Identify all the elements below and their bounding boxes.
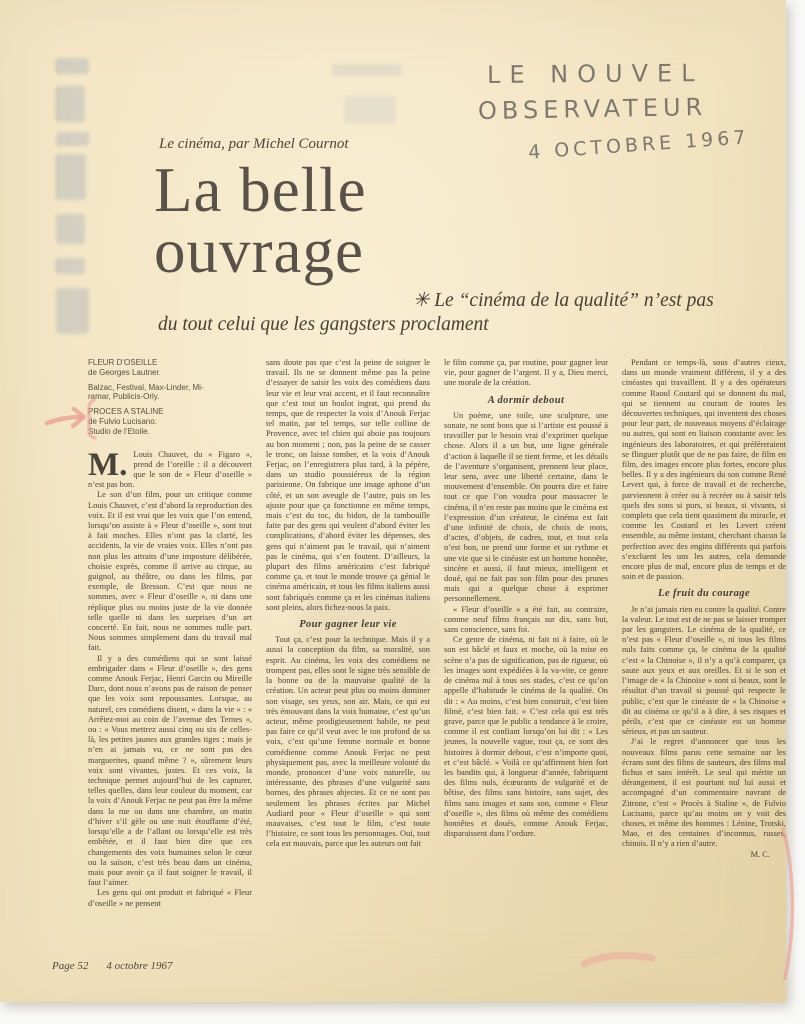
page-footer — [52, 960, 173, 972]
ink-bleed-ghost — [344, 96, 396, 124]
article-subtitle-line1: ✳ Le “cinéma de la qualité” n’est pas — [413, 290, 714, 311]
footer-page-number: Page 52 — [52, 960, 89, 972]
ink-bleed-ghost — [55, 86, 85, 122]
handwritten-date: 4 OCTOBRE 1967 — [527, 126, 751, 164]
body-paragraph: le film comme ça, par routine, pour gagner leur vie, pour gagner de l’argent. Il y a, Dieu merci, une morale de la création. — [444, 358, 608, 388]
credit-director-2: de Fulvio Lucisano. — [88, 416, 157, 426]
body-paragraph: Le son d’un film, pour un critique comme Louis Chauvet, c’est d’abord la reproduction des voix. Et il est vrai que les voix que l’on entend, lorsqu’on assiste à « Fleur d’oseille », sont tout à fait moches. Elles n’ont pas la clarté, les accidents, la vie de vraies voix. Elles n’ont pas non plus les attraits d’une imposture délibérée, choisie exprès, comme il arrive au cirque, au guignol, au théâtre, ou dans les films, par exemple, de Bresson. C’est que nous ne sommes, avec « Fleur d’oseille », ni dans une réplique plus ou moins juste de la vie donnée telle quelle ni dans les surprises d’un art concerté. En fait, nous ne sommes nulle part. Nous sommes simplement dans du travail mal fait. — [88, 490, 252, 653]
credit-film-title: FLEUR D’OSEILLE — [88, 358, 158, 367]
article-column-2 — [266, 358, 430, 909]
body-paragraph: Il y a des comédiens qui se sont laissé embrigader dans « Fleur d’oseille », des gens comme Anouk Ferjac, Henri Garcin ou Mireille Darc, dont nous n’avons pas de raison de penser que les voix sont repoussantes. Lorsque, au naturel, ces comédiens disent, « dans la vie » : « Arrêtez-moi au coin de l’avenue des Ternes », ou : « Vous mettrez aussi cinq ou six de celles-là, les petites jaunes aux grandes tiges ; mais je n’en ai jamais vu, ce ne sont pas des marguerites, quand même ? », sûrement leurs voix sont vivantes, justes. Et ces voix, la technique permet aujourd’hui de les capturer, telles quelles, dans leur couleur du moment, car la voix d’Anouk Ferjac ne peut pas être la même dans la rue ou dans une chambre, un matin d’hiver s’il gèle ou une nuit étouffante d’été, lorsqu’elle a de l’allant ou lorsqu’elle est très embêtée, et il faut bien dire que ces changements des voix humaines selon le cœur ou la saison, c’est très beau dans un cinéma, mais pour avoir ça il faut soigner le travail, il faut l’aimer. — [88, 653, 252, 888]
article-column-4 — [622, 358, 786, 909]
section-heading: Pour gagner leur vie — [299, 619, 397, 631]
film-credits-box — [88, 358, 252, 437]
footer-date: 4 octobre 1967 — [106, 960, 173, 972]
ink-bleed-ghost — [56, 288, 89, 334]
ink-bleed-ghost — [55, 154, 86, 200]
body-paragraph: Pendant ce temps-là, sous d’autres cieux, dans un monde vraiment différent, il y a des cinéastes qui travaillent. Il y a des opérateurs comme Raoul Coutard qui se donnent du mal, qui se tiennent au courant de toutes les découvertes techniques, qui inventent des choses pour leur part, de nouveaux moyens d’éclairage ou autres, qui sont en liaison constante avec les ingénieurs des laboratoires, et qui préféreraient se flinguer plutôt que de ne pas faire, de film en film, des images encore plus fortes, encore plus belles. Il y a des ingénieurs du son comme René Levert qui, à force de travail et de recherche, parviennent à créer ou à recréer ou à saisir tels quels des sons si purs, si beaux, si vivants, si complets que cela tient quasiment du miracle, et comme les Coutard et les Levert créent ensemble, au même instant, cherchant chacun la perfection avec des engins différents qui parfois s’excluent les uns les autres, cela demande encore plus de mal, encore plus de temps et de soin et de passion. — [622, 358, 786, 582]
article-subtitle-line2: du tout celui que les gangsters proclament — [158, 314, 489, 335]
article-title — [154, 155, 367, 286]
body-paragraph: J’ai le regret d’annoncer que tous les nouveaux films parus cette semaine sur les écrans sont des films de sauteurs, des films mal fichus et sans intérêt. Le seul qui mérite un dérangement, il est pourtant nul lui aussi et accompagné d’un commentaire navrant de Zitrone, c’est « Procès à Staline », de Fulvio Lucisano, parce qu’au moins on y voit des choses, et même des hommes : Lénine, Trotski, Mao, et des centaines d’inconnus, russes, chinois. Il n’y a rien d’autre. — [622, 737, 786, 849]
handwritten-publication-name-line1: LE NOUVEL — [486, 59, 704, 89]
lead-paragraph — [88, 446, 252, 491]
article-column-1 — [88, 358, 252, 909]
ink-bleed-ghost — [332, 64, 402, 76]
section-heading: A dormir debout — [487, 394, 565, 406]
body-paragraph: « Fleur d’oseille » a été fait, au contraire, comme neuf films français sur dix, sans but, sans conscience, sans foi. — [444, 604, 608, 635]
article-title-line1: La belle — [154, 155, 367, 225]
body-paragraph: Je n’ai jamais rien eu contre la qualité. Contre la valeur. Le tout est de ne pas se laisser tromper par les gangsters. Le cinéma de la qualité, ce n’est pas « Fleur d’oseille », ni tous les films nuls faits comme ça, le cinéma de la qualité c’est « la Chinoise », il n’y a qu’à comparer, ça saute aux yeux et aux oreilles. Et si le son et l’image de « la Chinoise » sont si beaux, sont le résultat d’un travail si poussé qui respecte le public, c’est que le cinéaste de « la Chinoise » dit au cinéma ce qu’il a à dire, à ses risques et périls, c’est que ce cinéaste est un homme sérieux, et pas un sauteur. — [622, 604, 786, 737]
credit-theater-2: Studio de l’Etoile. — [88, 426, 150, 436]
handwritten-publication-name-line2: OBSERVATEUR — [477, 93, 708, 125]
credit-film-title-2: PROCES A STALINE — [88, 407, 164, 417]
article-body — [88, 358, 786, 909]
pink-underline-annotation — [580, 944, 658, 972]
ink-bleed-ghost — [55, 258, 85, 274]
body-paragraph: Ce genre de cinéma, ni fait ni à faire, où le son est bâclé et faux et moche, où la mise en scène n’a pas de signification, pas de rigueur, où les images sont expédiées à la va-vite, ce genre de cinéma nul à tous ses stades, c’est ce qu’on appelle d’habitude le cinéma de la qualité. On dit : « Au moins, c’est bien construit, c’est bien filmé, c’est bien fait. » C’est cela qui est très grave, parce que le public a tendance à le croire, comme il est confiant lorsqu’on lui dit : « Les jeunes, la nouvelle vague, tout ça, ce sont des histoires à dormir debout, c’est n’importe quoi, et c’est bâclé. » Voilà ce qu’affirment bien fort les bandits qui, à longueur d’année, fabriquent des films nuls, écœurants de vulgarité et de bêtise, des films sans histoire, sans sujet, des films sans images et sans son, comme « Fleur d’oseille », des films où même des comédiens honnêtes et doués, comme Anouk Ferjac, disparaissent dans l’ordure. — [444, 635, 608, 839]
credit-theaters-cont: ramar, Publicis-Orly. — [88, 392, 160, 402]
body-paragraph: Les gens qui ont produit et fabriqué « Fleur d’oseille » ne pensent — [88, 888, 252, 908]
drop-cap: M. — [88, 446, 128, 483]
article-title-line2: ouvrage — [154, 216, 364, 286]
lead-paragraph-text: Louis Chauvet, du « Figaro », prend de l’oreille : il a découvert que le son de « Fleur d’oseille » n’est pas bon. — [88, 449, 252, 490]
body-paragraph: Tout ça, c’est pour la technique. Mais il y a aussi la conception du film, sa moralité, son esprit. Au cinéma, les voix des comédiens ne trompent pas, elles sont le signe très sensible de la bonne ou de la mauvaise qualité de la création. Un acteur peut plus ou moins dominer son visage, ses yeux, son air. Mais, ce qui est très émouvant dans la voix humaine, c’est qu’un acteur, même prodigieusement habile, ne peut pas faire ce qu’il veut avec le ton profond de sa voix, c’est qu’une femme normale et bonne comédienne comme Anouk Ferjac ne peut physiquement pas, avec la meilleure volonté du monde, prononcer d’une voix naturelle, ou intéressante, des phrases d’une vulgarité sans bornes, des phrases abjectes. Et ce ne sont pas seulement les phrases écrites par Michel Audiard pour « Fleur d’oseille » qui sont mauvaises, c’est tout le film, c’est toute l’histoire, ce sont tous les personnages. Oui, tout cela est mauvais, parce que les auteurs ont fait — [266, 635, 430, 849]
credit-director: de Georges Lautner. — [88, 367, 161, 377]
ink-bleed-ghost — [56, 214, 85, 244]
author-initials: M. C. — [750, 849, 770, 859]
body-paragraph: sans doute pas que c’est la peine de soigner le travail. Ils ne se donnent même pas la peine d’essayer de saisir les voix des comédiens dans leur vie et leur vrai accent, et il faut reconnaître que c’est tout un boulot ingrat, qui prend du temps, que de respecter la voix d’Anouk Ferjac tel matin, par tel temps, sur telle colline de Provence, avec tel chien qui aboie pas toujours au bon moment ; non, pas la peine de se casser le tronc, on laisse tomber, et la voix d’Anouk Ferjac, on l’enregistrera plus tard, à la pépère, dans un studio poussiéreux de la région parisienne. On fabrique une image aphone d’un côté, et un son aveugle de l’autre, puis on les ajuste pour que ça fonctionne en même temps, mais c’est du toc, du bidon, de la tambouille faite par des gens qui veulent d’abord éviter les complications, d’abord éviter les dépenses, des gens qui n’aiment pas le travail, qui n’aiment pas le cinéma, qui s’en foutent. D’ailleurs, la plupart des films américains c’est fabriqué comme ça, et tout le monde trouve ça génial le cinéma américain, et tous les films italiens aussi sont fabriqués comme ça et les cinémas italiens sont pleins, alors fichez-nous la paix. — [266, 358, 430, 612]
body-paragraph: Un poème, une toile, une sculpture, une sonate, ne sont bons que si l’artiste est poussé à travailler par le besoin vrai d’exprimer quelque chose. Alors il a un but, une ligne générale d’action à laquelle il se tient ferme, et les détails de l’aventure s’organisent, prennent leur place, leur sens, avec une liberté certaine, dans le mouvement d’ensemble. On pourra dire et faire tout ce que l’on voudra pour massacrer le cinéma, il n’en reste pas moins que le cinéma est l’expression d’un créateur, le cinéma est fait d’une infinité de choix, de choix de mots, d’actes, d’objets, de cadres, tout, et tout cela n’est bon, ne prend une forme et un rythme et une vie que si le cinéaste est un homme honnête, sincère et aussi, il faut mieux, intelligent et doué, qui ne fait pas son film pour des prunes mais qui a quelque chose à exprimer personnellement. — [444, 410, 608, 604]
ink-bleed-ghost — [55, 58, 89, 74]
article-column-3 — [444, 358, 608, 909]
credit-theaters: Balzac, Festival, Max-Linder, Mi- — [88, 382, 204, 392]
ink-bleed-ghost — [56, 132, 89, 146]
column-kicker: Le cinéma, par Michel Cournot — [159, 136, 349, 152]
section-heading: Le fruit du courage — [658, 588, 750, 600]
